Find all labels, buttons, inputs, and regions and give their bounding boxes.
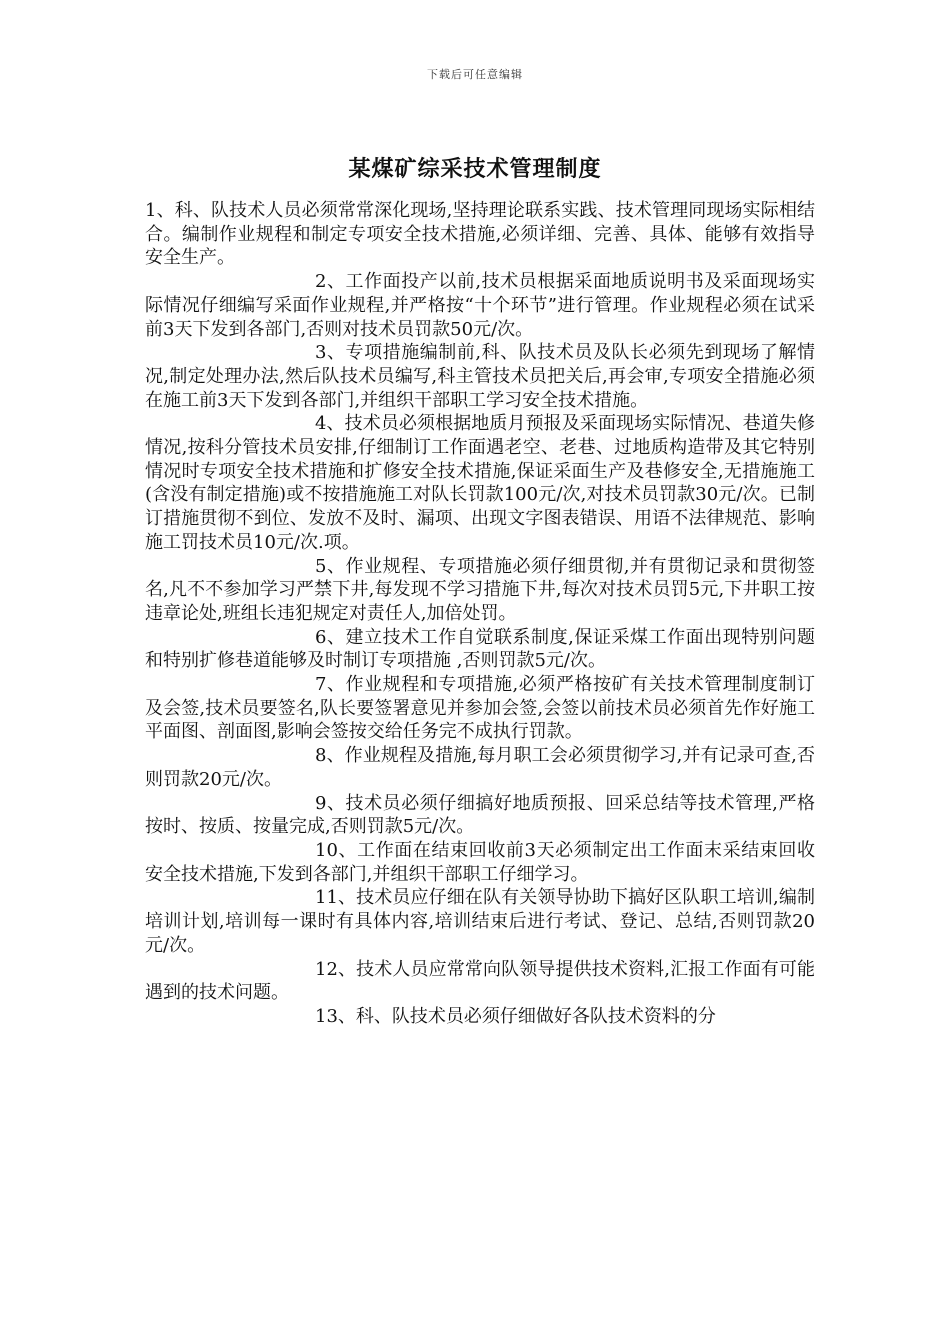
document-title: 某煤矿综采技术管理制度: [348, 157, 602, 182]
paragraph-7: 7、作业规程和专项措施,必须严格按矿有关技术管理制度制订及会签,技术员要签名,队长要签署意见并参加会签,会签以前技术员必须首先作好施工平面图、剖面图,影响会签按交给任务完不成执行罚款。: [145, 674, 815, 743]
paragraph-12: 12、技术人员应常常向队领导提供技术资料,汇报工作面有可能遇到的技术问题。: [145, 958, 815, 1004]
paragraph-5: 5、作业规程、专项措施必须仔细贯彻,并有贯彻记录和贯彻签名,凡不不参加学习严禁下井,每发现不学习措施下井,每次对技术员罚5元,下井职工按违章论处,班组长违犯规定对责任人,加倍处罚。: [145, 555, 815, 624]
document-body: [145, 199, 815, 1029]
paragraph-2: 2、工作面投产以前,技术员根据采面地质说明书及采面现场实际情况仔细编写采面作业规程,并严格按“十个环节”进行管理。作业规程必须在试采前3天下发到各部门,否则对技术员罚款50元/次。: [145, 271, 815, 340]
paragraph-13: 13、科、队技术员必须仔细做好各队技术资料的分: [315, 1005, 716, 1027]
paragraph-10: 10、工作面在结束回收前3天必须制定出工作面末采结束回收安全技术措施,下发到各部门,并组织干部职工仔细学习。: [145, 839, 815, 885]
paragraph-8: 8、作业规程及措施,每月职工会必须贯彻学习,并有记录可查,否则罚款20元/次。: [145, 745, 815, 790]
paragraph-11: 11、技术员应仔细在队有关领导协助下搞好区队职工培训,编制培训计划,培训每一课时有具体内容,培训结束后进行考试、登记、总结,否则罚款20元/次。: [145, 887, 815, 956]
paragraph-3: 3、专项措施编制前,科、队技术员及队长必须先到现场了解情况,制定处理办法,然后队技术员编写,科主管技术员把关后,再会审,专项安全措施必须在施工前3天下发到各部门,并组织干部职工学习安全技术措施。: [145, 342, 815, 411]
paragraph-6: 6、建立技术工作自觉联系制度,保证采煤工作面出现特别问题和特别扩修巷道能够及时制订专项措施 ,否则罚款5元/次。: [145, 626, 815, 672]
header-note: 下载后可任意编辑: [427, 68, 523, 81]
paragraph-9: 9、技术员必须仔细搞好地质预报、回采总结等技术管理,严格按时、按质、按量完成,否则罚款5元/次。: [145, 792, 815, 838]
paragraph-4: 4、技术员必须根据地质月预报及采面现场实际情况、巷道失修情况,按科分管技术员安排,仔细制订工作面遇老空、老巷、过地质构造带及其它特别情况时专项安全技术措施和扩修安全技术措施,保证采面生产及巷修安全,无措施施工(含没有制定措施)或不按措施施工对队长罚款100元/次,对技术员罚款30元/次。已制订措施贯彻不到位、发放不及时、漏项、出现文字图表错误、用语不法律规范、影响施工罚技术员10元/次.项。: [145, 413, 815, 553]
paragraph-1: 1、科、队技术人员必须常常深化现场,坚持理论联系实践、技术管理同现场实际相结合。编制作业规程和制定专项安全技术措施,必须详细、完善、具体、能够有效指导安全生产。: [145, 200, 815, 269]
